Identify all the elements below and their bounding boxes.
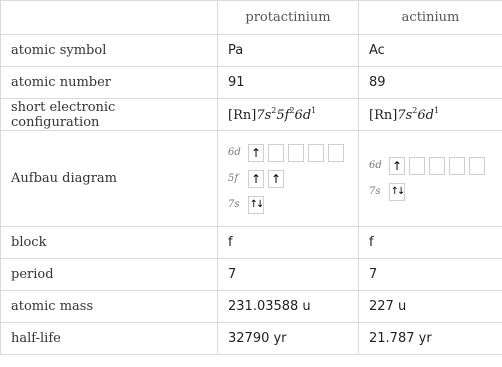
header-row [1,1,502,35]
config-count: 2 [271,106,277,115]
row-label: period [1,259,218,291]
orbital-box [248,144,264,162]
pa-aufbau [218,131,359,227]
spin-pair-arrow-icon: ↑↓ [249,198,263,210]
row-period [1,259,502,291]
orbital-label: 6d [228,147,241,158]
orbital-box [449,157,465,175]
orbital-box [248,170,264,188]
orbital-box [288,144,304,162]
ac-value: 7 [359,259,502,291]
orbital-box [268,144,284,162]
spin-up-arrow-icon: ↑ [250,145,262,160]
row-label: half-life [1,323,218,355]
orbital-box [389,157,405,175]
pa-value: 7 [218,259,359,291]
ac-value: Ac [359,35,502,67]
header-empty-cell [1,1,218,35]
header-actinium: actinium [359,1,502,35]
row-label: short electronic configuration [1,99,218,131]
config-core: [Rn] [228,108,257,123]
ac-value: f [359,227,502,259]
orbital-box [248,196,264,214]
orbital-box [328,144,344,162]
orbital-box [409,157,425,175]
row-label: block [1,227,218,259]
orbital-label: 7s [369,186,381,197]
spin-pair-arrow-icon: ↑↓ [390,185,404,197]
orbital-line-7s [369,183,492,201]
orbital-line-7s [228,196,348,214]
ac-aufbau [359,131,502,227]
orbital-box [308,144,324,162]
orbital-box [268,170,284,188]
pa-value: f [218,227,359,259]
row-label: atomic symbol [1,35,218,67]
row-atomic-number [1,67,502,99]
config-count: 2 [412,106,418,115]
ac-value: 227 u [359,291,502,323]
row-atomic-mass [1,291,502,323]
row-aufbau [1,131,502,227]
config-orbital: 6d [417,108,434,123]
spin-up-arrow-icon: ↑ [391,158,403,173]
config-orbital: 6d [294,108,312,123]
row-half-life [1,323,502,355]
orbital-label: 7s [228,199,240,210]
orbital-line-5f [228,170,348,188]
orbital-box [429,157,445,175]
orbital-line-6d [369,157,492,175]
config-count: 2 [289,106,295,115]
orbital-box [469,157,485,175]
row-electron-config [1,99,502,131]
config-core: [Rn] [369,108,398,123]
pa-value: Pa [218,35,359,67]
row-label: Aufbau diagram [1,131,218,227]
pa-value: 91 [218,67,359,99]
config-orbital: 7s [397,108,413,123]
orbital-label: 5f [228,173,239,184]
ac-config [359,99,502,131]
config-count: 1 [433,106,440,115]
pa-config [218,99,359,131]
header-protactinium: protactinium [218,1,359,35]
config-count: 1 [311,106,317,115]
pa-value: 32790 yr [218,323,359,355]
config-orbital: 5f [276,108,290,123]
orbital-line-6d [228,144,348,162]
row-label: atomic number [1,67,218,99]
spin-up-arrow-icon: ↑ [250,171,262,186]
ac-value: 89 [359,67,502,99]
orbital-box [389,183,405,201]
orbital-label: 6d [369,160,382,171]
row-atomic-symbol [1,35,502,67]
pa-value: 231.03588 u [218,291,359,323]
spin-up-arrow-icon: ↑ [270,171,282,186]
row-block [1,227,502,259]
row-label: atomic mass [1,291,218,323]
ac-value: 21.787 yr [359,323,502,355]
config-orbital: 7s [256,108,272,123]
